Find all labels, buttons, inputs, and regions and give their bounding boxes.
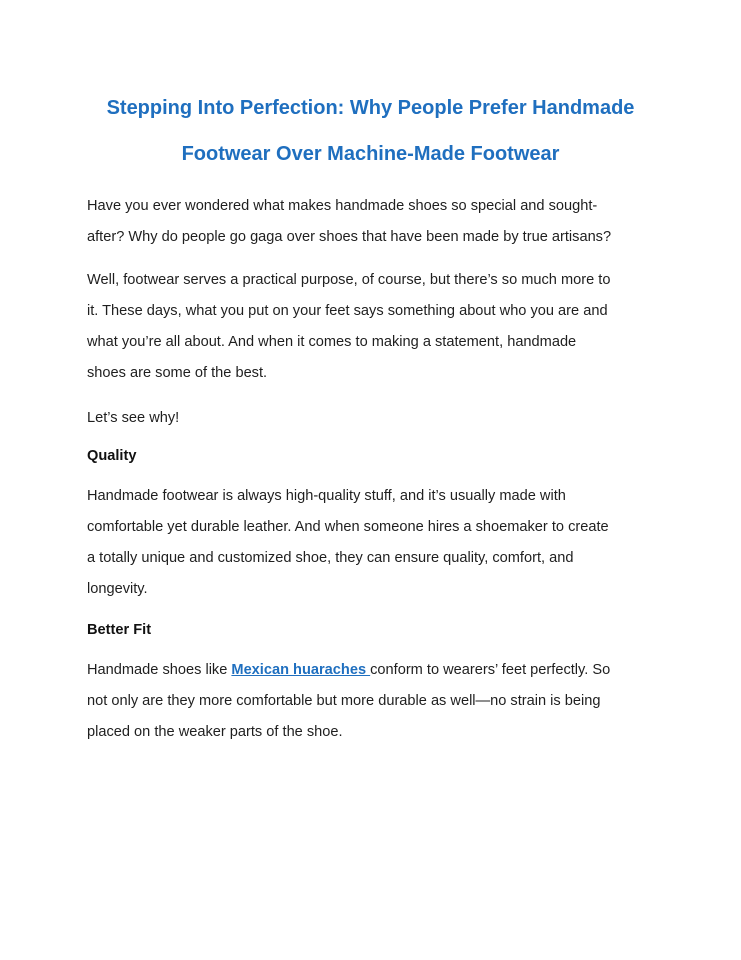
better-fit-paragraph bbox=[87, 655, 659, 748]
paragraph-line: Have you ever wondered what makes handmade shoes so special and sought- bbox=[87, 198, 598, 214]
better-fit-heading: Better Fit bbox=[87, 622, 152, 638]
lets-see-paragraph: Let’s see why! bbox=[87, 410, 180, 426]
paragraph-line: after? Why do people go gaga over shoes that have been made by true artisans? bbox=[87, 229, 612, 245]
page-title bbox=[60, 85, 681, 177]
title-line-1: Stepping Into Perfection: Why People Prefer Handmade bbox=[106, 97, 635, 119]
paragraph-line bbox=[87, 655, 659, 686]
fit-line-suffix: conform to wearers’ feet perfectly. So bbox=[370, 662, 611, 678]
title-line-2: Footwear Over Machine-Made Footwear bbox=[181, 143, 560, 165]
paragraph-line: not only are they more comfortable but more durable as well—no strain is being bbox=[87, 693, 601, 709]
paragraph-line: it. These days, what you put on your feet says something about who you are and bbox=[87, 303, 608, 319]
paragraph-line: what you’re all about. And when it comes to making a statement, handmade bbox=[87, 334, 577, 350]
paragraph-line: Well, footwear serves a practical purpose, of course, but there’s so much more to bbox=[87, 272, 611, 288]
paragraph-line: comfortable yet durable leather. And when someone hires a shoemaker to create bbox=[87, 519, 609, 535]
paragraph-line: a totally unique and customized shoe, they can ensure quality, comfort, and bbox=[87, 550, 574, 566]
paragraph-line: Handmade footwear is always high-quality stuff, and it’s usually made with bbox=[87, 488, 566, 504]
paragraph-line: longevity. bbox=[87, 581, 148, 597]
mexican-huaraches-link[interactable]: Mexican huaraches bbox=[231, 662, 371, 678]
quality-paragraph bbox=[87, 481, 659, 605]
paragraph-line: placed on the weaker parts of the shoe. bbox=[87, 724, 343, 740]
paragraph-line: shoes are some of the best. bbox=[87, 365, 268, 381]
article-body bbox=[87, 191, 659, 748]
intro-paragraph bbox=[87, 191, 659, 253]
purpose-paragraph bbox=[87, 265, 659, 389]
quality-heading: Quality bbox=[87, 448, 137, 464]
fit-line-prefix: Handmade shoes like bbox=[87, 662, 232, 678]
